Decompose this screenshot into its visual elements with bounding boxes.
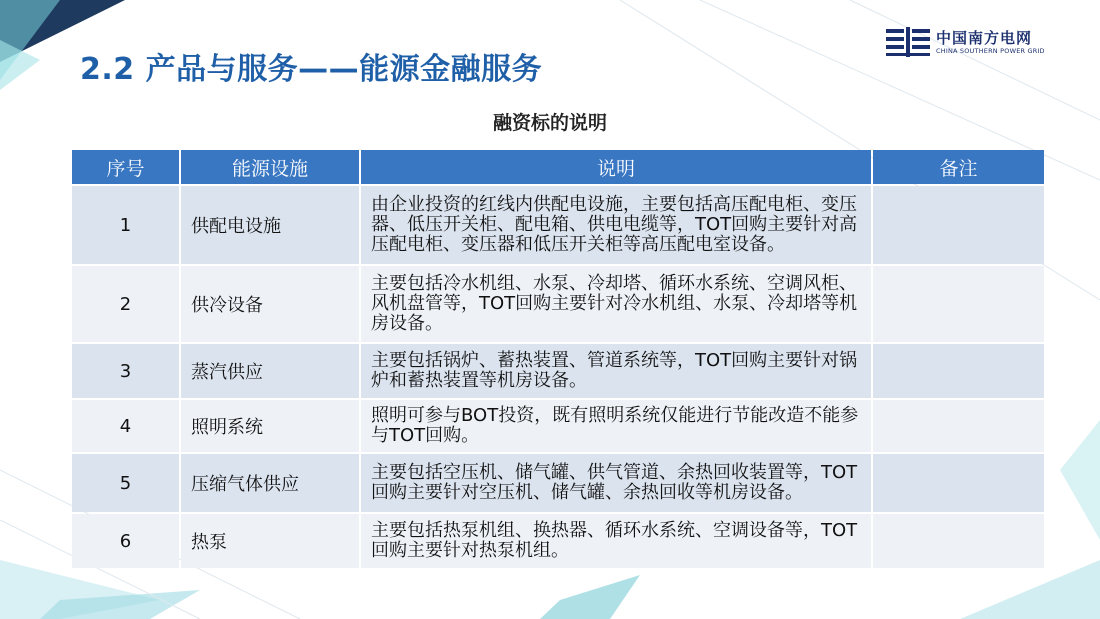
row-description: 由企业投资的红线内供配电设施，主要包括高压配电柜、变压器、低压开关柜、配电箱、供电电缆等，TOT回购主要针对高压配电柜、变压器和低压开关柜等高压配电室设备。: [361, 186, 871, 264]
table-row: [72, 400, 1044, 452]
row-number: 3: [72, 344, 179, 398]
row-number: 4: [72, 400, 179, 452]
financing-table: [70, 148, 1046, 570]
row-facility: 供冷设备: [181, 266, 359, 342]
page-title: 2.2 产品与服务——能源金融服务: [80, 52, 543, 87]
row-number: 6: [72, 514, 179, 568]
table-row: [72, 454, 1044, 512]
header-facility: 能源设施: [181, 150, 359, 184]
table-row: [72, 344, 1044, 398]
row-description: 照明可参与BOT投资，既有照明系统仅能进行节能改造不能参与TOT回购。: [361, 400, 871, 452]
table-row: [72, 186, 1044, 264]
row-note: [873, 186, 1044, 264]
row-note: [873, 454, 1044, 512]
bottom-mid-shape: [540, 575, 640, 619]
row-note: [873, 266, 1044, 342]
table-subtitle: 融资标的说明: [492, 112, 607, 134]
row-number: 5: [72, 454, 179, 512]
row-number: 2: [72, 266, 179, 342]
row-facility: 供配电设施: [181, 186, 359, 264]
row-description: 主要包括热泵机组、换热器、循环水系统、空调设备等，TOT回购主要针对热泵机组。: [361, 514, 871, 568]
logo-cn-name: 中国南方电网: [936, 28, 1033, 47]
row-note: [873, 400, 1044, 452]
row-facility: 蒸汽供应: [181, 344, 359, 398]
row-facility: 热泵: [181, 514, 359, 568]
table-row: [72, 514, 1044, 568]
row-facility: 照明系统: [181, 400, 359, 452]
header-number: 序号: [72, 150, 179, 184]
row-description: 主要包括空压机、储气罐、供气管道、余热回收装置等，TOT回购主要针对空压机、储气罐、余热回收等机房设备。: [361, 454, 871, 512]
row-facility: 压缩气体供应: [181, 454, 359, 512]
header-description: 说明: [361, 150, 871, 184]
row-number: 1: [72, 186, 179, 264]
header-remarks: 备注: [873, 150, 1044, 184]
table-header-row: [72, 150, 1044, 184]
row-description: 主要包括冷水机组、水泵、冷却塔、循环水系统、空调风柜、风机盘管等，TOT回购主要针对冷水机组、水泵、冷却塔等机房设备。: [361, 266, 871, 342]
right-shape: [1060, 420, 1100, 540]
power-grid-logo-icon: [884, 25, 932, 59]
row-note: [873, 514, 1044, 568]
row-note: [873, 344, 1044, 398]
logo-en-name: CHINA SOUTHERN POWER GRID: [936, 46, 1045, 55]
company-logo: [884, 22, 1074, 62]
table-row: [72, 266, 1044, 342]
logo-text: [936, 29, 1045, 56]
row-description: 主要包括锅炉、蓄热装置、管道系统等，TOT回购主要针对锅炉和蓄热装置等机房设备。: [361, 344, 871, 398]
